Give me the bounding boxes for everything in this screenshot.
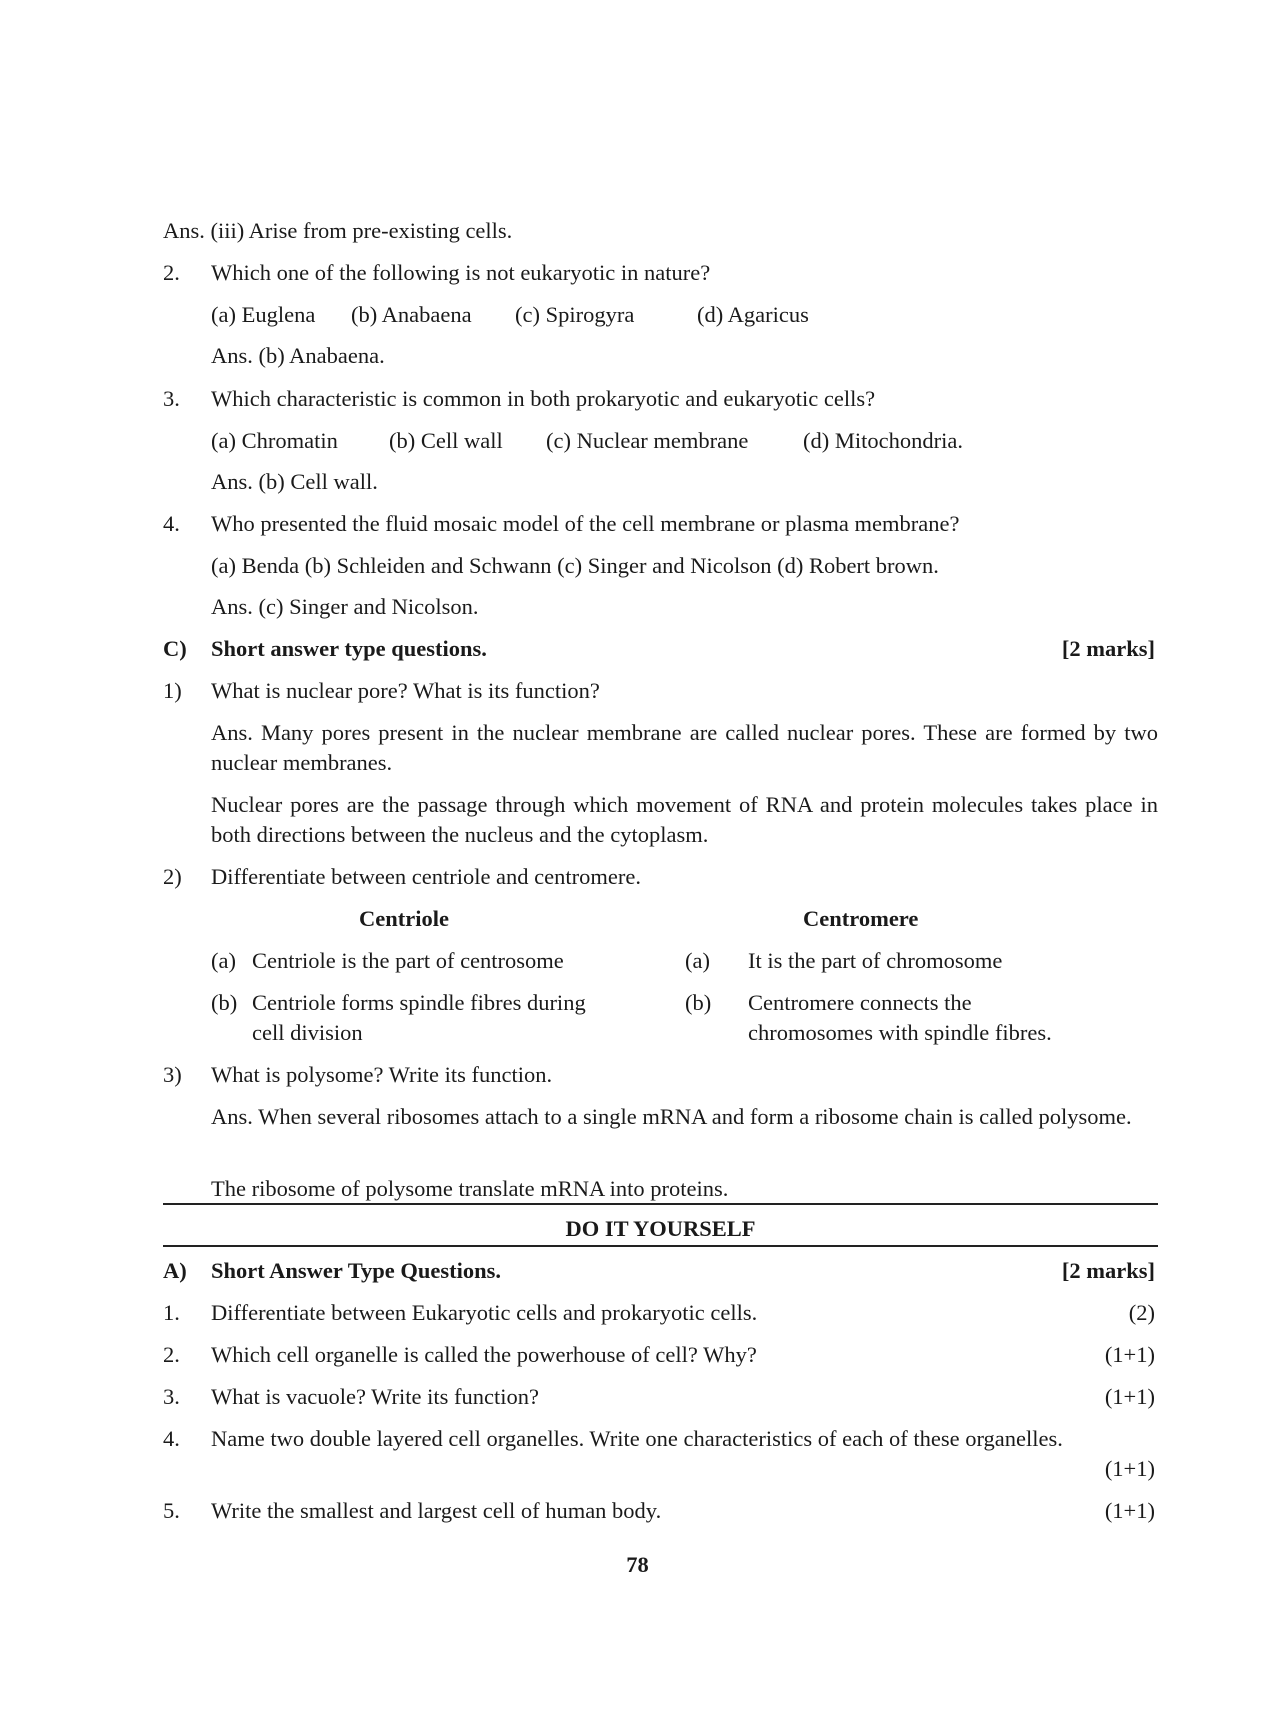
question-text: Write the smallest and largest cell of human body.: [211, 1498, 662, 1523]
comparison-cell: Centriole forms spindle fibres during: [252, 990, 586, 1015]
section-title: Short Answer Type Questions.: [211, 1258, 502, 1283]
prev-answer: Ans. (iii) Arise from pre-existing cells.: [163, 218, 513, 243]
section-label: A): [163, 1258, 187, 1283]
question-number: 3.: [163, 386, 180, 411]
question-number: 4.: [163, 511, 180, 536]
option: (d) Mitochondria.: [803, 428, 963, 453]
question-number: 1.: [163, 1300, 180, 1325]
comparison-cell: Centriole is the part of centrosome: [252, 948, 564, 973]
option: (b) Anabaena: [351, 302, 472, 327]
answer: Ans. (b) Anabaena.: [211, 343, 385, 368]
question-text: What is nuclear pore? What is its function?: [211, 678, 600, 703]
question-marks: (1+1): [1104, 1342, 1155, 1367]
comparison-cell: cell division: [252, 1020, 363, 1045]
option: (a) Chromatin: [211, 428, 338, 453]
question-text: Differentiate between Eukaryotic cells and prokaryotic cells.: [211, 1300, 758, 1325]
page-number: 78: [626, 1552, 649, 1577]
question-text: Which characteristic is common in both prokaryotic and eukaryotic cells?: [211, 386, 876, 411]
row-label: (a): [211, 948, 236, 973]
answer: Ans. (b) Cell wall.: [211, 469, 378, 494]
question-text: Differentiate between centriole and centromere.: [211, 864, 641, 889]
column-heading-centriole: Centriole: [359, 906, 449, 931]
question-text: What is polysome? Write its function.: [211, 1062, 553, 1087]
divider-bottom: [163, 1245, 1158, 1247]
column-heading-centromere: Centromere: [803, 906, 919, 931]
question-marks: (1+1): [1104, 1456, 1155, 1481]
section-marks: [2 marks]: [1061, 636, 1155, 661]
option: (c) Spirogyra: [515, 302, 635, 327]
question-text: What is vacuole? Write its function?: [211, 1384, 539, 1409]
row-label: (b): [211, 990, 238, 1015]
section-marks: [2 marks]: [1061, 1258, 1155, 1283]
question-number: 2.: [163, 260, 180, 285]
option: (d) Agaricus: [697, 302, 809, 327]
comparison-cell: It is the part of chromosome: [748, 948, 1003, 973]
question-text: Name two double layered cell organelles. Write one characteristics of each of these organelles.: [211, 1426, 1063, 1451]
section-label: C): [163, 636, 187, 661]
option: (c) Nuclear membrane: [546, 428, 749, 453]
row-label: (a): [685, 948, 710, 973]
question-number: 4.: [163, 1426, 180, 1451]
divider-top: [163, 1203, 1158, 1205]
question-number: 2): [163, 864, 182, 889]
answer-paragraph: The ribosome of polysome translate mRNA into proteins.: [211, 1176, 729, 1201]
answer: Ans. (c) Singer and Nicolson.: [211, 594, 479, 619]
question-number: 3): [163, 1062, 182, 1087]
question-number: 1): [163, 678, 182, 703]
comparison-cell: chromosomes with spindle fibres.: [748, 1020, 1052, 1045]
question-number: 2.: [163, 1342, 180, 1367]
section-title: Short answer type questions.: [211, 636, 487, 661]
comparison-cell: Centromere connects the: [748, 990, 972, 1015]
answer-paragraph: Nuclear pores are the passage through which movement of RNA and protein molecules takes place in both directions between the nucleus and the cytoplasm.: [211, 792, 1158, 847]
question-marks: (2): [1128, 1300, 1155, 1325]
question-text: Which one of the following is not eukaryotic in nature?: [211, 260, 711, 285]
options-line: (a) Benda (b) Schleiden and Schwann (c) Singer and Nicolson (d) Robert brown.: [211, 553, 939, 578]
option: (a) Euglena: [211, 302, 316, 327]
option: (b) Cell wall: [389, 428, 503, 453]
row-label: (b): [685, 990, 712, 1015]
question-marks: (1+1): [1104, 1384, 1155, 1409]
answer-paragraph: Ans. Many pores present in the nuclear membrane are called nuclear pores. These are formed by two nuclear membranes.: [211, 720, 1158, 775]
question-text: Which cell organelle is called the powerhouse of cell? Why?: [211, 1342, 757, 1367]
question-number: 3.: [163, 1384, 180, 1409]
question-marks: (1+1): [1104, 1498, 1155, 1523]
diy-heading: DO IT YOURSELF: [565, 1216, 756, 1241]
question-text: Who presented the fluid mosaic model of the cell membrane or plasma membrane?: [211, 511, 960, 536]
answer-paragraph: Ans. When several ribosomes attach to a single mRNA and form a ribosome chain is called polysome.: [211, 1104, 1132, 1129]
question-number: 5.: [163, 1498, 180, 1523]
